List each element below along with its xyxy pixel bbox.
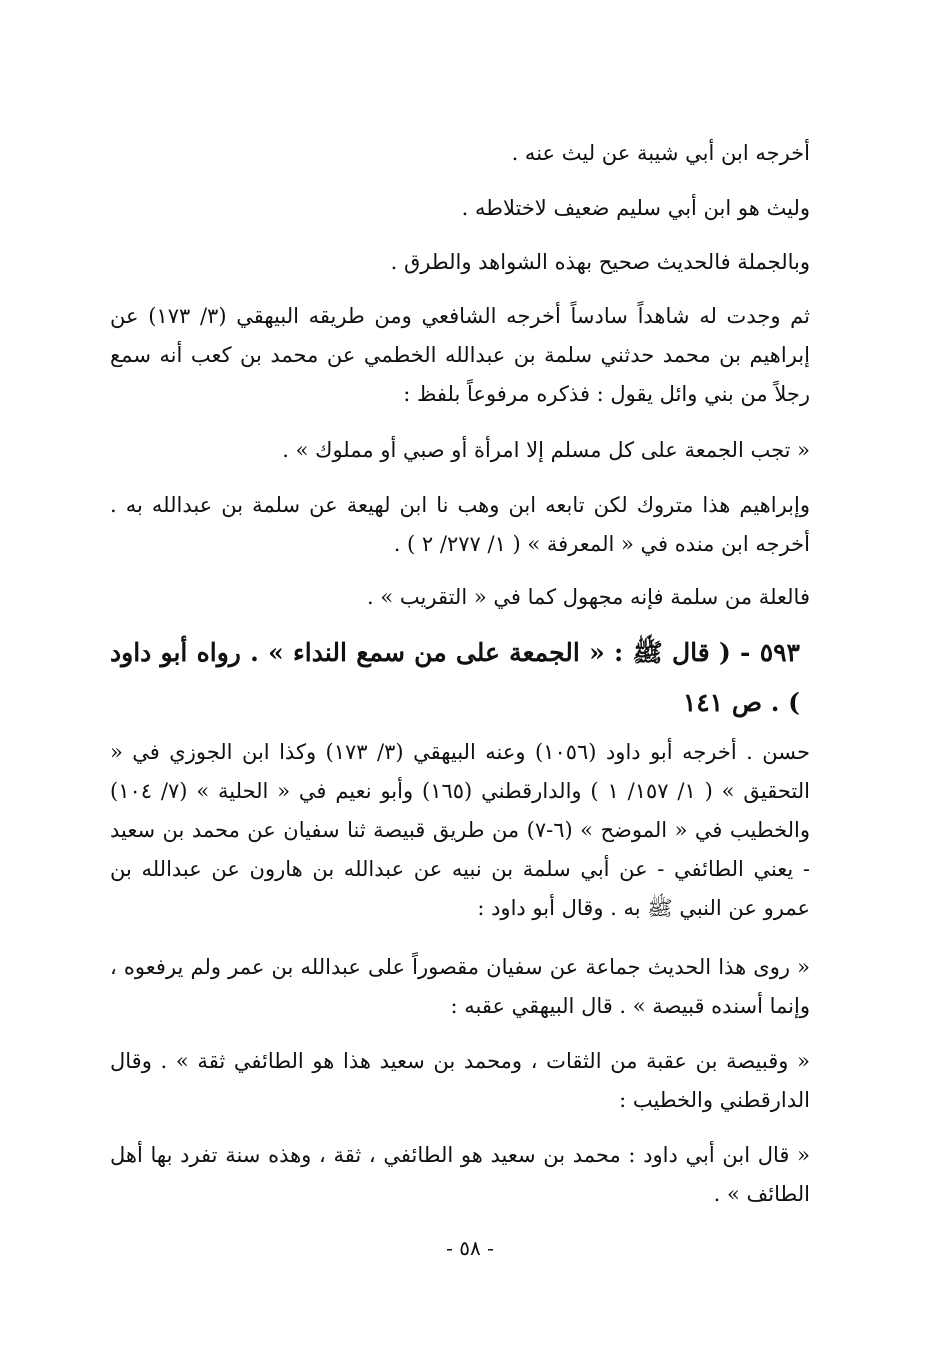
paragraph-3: وبالجملة فالحديث صحيح بهذه الشواهد والطرق . — [390, 250, 810, 274]
quote-1: « تجب الجمعة على كل مسلم إلا امرأة أو صبي أو مملوك » . — [282, 438, 810, 462]
quote-2: « روى هذا الحديث جماعة عن سفيان مقصوراً على عبدالله بن عمر ولم يرفعوه ، وإنما أسنده قبيصة » . قال البيهقي عقبه : — [110, 955, 810, 1018]
paragraph-5: وإبراهيم هذا متروك لكن تابعه ابن وهب نا ابن لهيعة عن سلمة بن عبدالله به . أخرجه ابن منده في « المعرفة » ( ١/ ٢٧٧/ ٢ ) . — [110, 493, 810, 556]
paragraph-4: ثم وجدت له شاهداً سادساً أخرجه الشافعي ومن طريقه البيهقي (٣/ ١٧٣) عن إبراهيم بن محمد حدثني سلمة بن عبدالله الخطمي عن محمد بن كعب أنه سمع رجلاً من بني وائل يقول : فذكره مرفوعاً بلفظ : — [110, 304, 810, 406]
quote-3: « وقبيصة بن عقبة من الثقات ، ومحمد بن سعيد هذا هو الطائفي ثقة » . وقال الدارقطني والخطيب : — [110, 1049, 810, 1112]
hadith-heading: ٥٩٣ - ( قال ﷺ : « الجمعة على من سمع النداء » . رواه أبو داود ) . ص ١٤١ — [110, 638, 800, 717]
paragraph-6: فالعلة من سلمة فإنه مجهول كما في « التقريب » . — [367, 585, 810, 609]
paragraph-7: حسن . أخرجه أبو داود (١٠٥٦) وعنه البيهقي (٣/ ١٧٣) وكذا ابن الجوزي في « التحقيق » ( ١/ ١٥٧/ ١ ) والدارقطني (١٦٥) وأبو نعيم في « الحلية » (٧/ ١٠٤) والخطيب في « الموضح » (٦-٧) من طريق قبيصة ثنا سفيان عن محمد بن سعيد - يعني الطائفي - عن أبي سلمة بن نبيه عن عبدالله بن هارون عن عبدالله بن عمرو عن النبي ﷺ به . وقال أبو داود : — [110, 740, 811, 920]
paragraph-2: وليث هو ابن أبي سليم ضعيف لاختلاطه . — [461, 196, 810, 220]
page-number: - ٥٨ - — [446, 1236, 494, 1260]
quote-4: « قال ابن أبي داود : محمد بن سعيد هو الطائفي ، ثقة ، وهذه سنة تفرد بها أهل الطائف » . — [110, 1143, 810, 1206]
paragraph-1: أخرجه ابن أبي شيبة عن ليث عنه . — [511, 141, 810, 165]
